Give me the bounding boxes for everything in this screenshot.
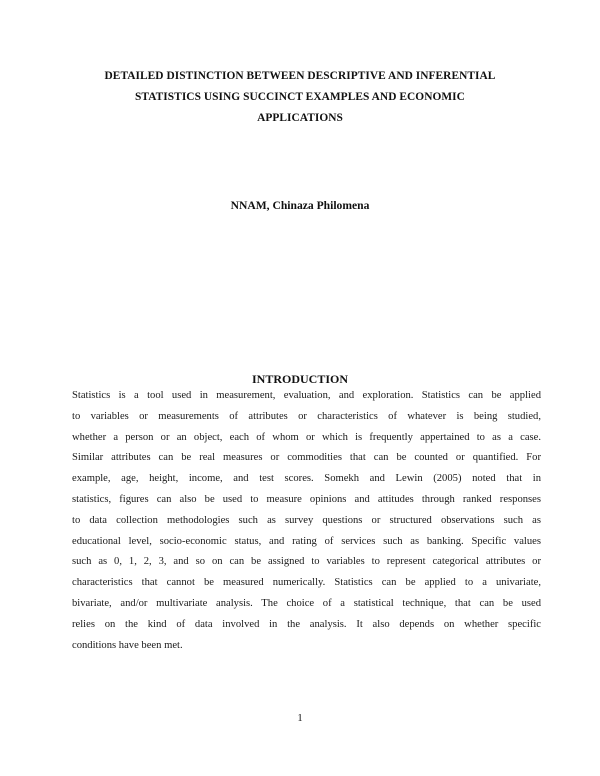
title-line: STATISTICS USING SUCCINCT EXAMPLES AND ECONOMIC	[135, 91, 465, 103]
paragraph-line: Statistics is a tool used in measurement, evaluation, and exploration. Statistics can be applied	[72, 390, 541, 401]
paragraph-line: bivariate, and/or multivariate analysis. The choice of a statistical technique, that can be used	[72, 597, 541, 609]
paragraph-line: statistics, figures can also be used to measure opinions and attitudes through ranked responses	[72, 493, 541, 505]
section-heading: INTRODUCTION	[251, 372, 348, 386]
paragraph-line: example, age, height, income, and test scores. Somekh and Lewin (2005) noted that in	[72, 473, 541, 485]
page-number: 1	[297, 713, 303, 724]
introduction-paragraph	[72, 386, 541, 656]
paragraph-line: whether a person or an object, each of whom or which is frequently appertained to as a case.	[72, 431, 541, 443]
author-name: NNAM, Chinaza Philomena	[230, 199, 370, 212]
paragraph-line: Similar attributes can be real measures or commodities that can be counted or quantified. For	[72, 452, 541, 464]
paragraph-line: such as 0, 1, 2, 3, and so on can be assigned to variables to represent categorical attributes or	[72, 556, 541, 568]
title-line: DETAILED DISTINCTION BETWEEN DESCRIPTIVE AND INFERENTIAL	[104, 70, 496, 82]
paragraph-line: educational level, socio-economic status, and rating of services such as banking. Specific values	[72, 535, 541, 547]
title-line: APPLICATIONS	[257, 112, 343, 124]
paragraph-line: relies on the kind of data involved in the analysis. It also depends on whether specific	[72, 618, 541, 630]
paragraph-line: to data collection methodologies such as survey questions or structured observations such as	[72, 514, 541, 526]
paragraph-line: conditions have been met.	[72, 639, 183, 651]
paragraph-line: characteristics that cannot be measured numerically. Statistics can be applied to a univariate,	[72, 577, 541, 589]
paper-title	[60, 66, 540, 129]
paragraph-line: to variables or measurements of attributes or characteristics of whatever is being studied,	[72, 410, 541, 422]
